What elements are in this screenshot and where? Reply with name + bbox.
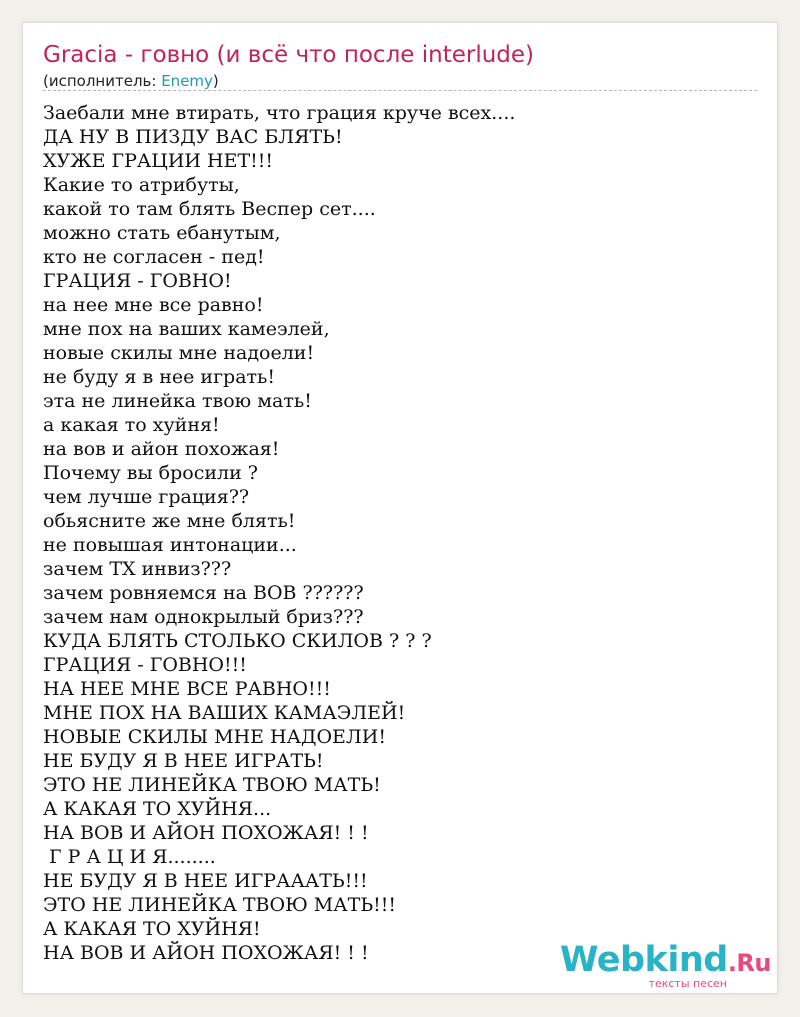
lyric-line: новые скилы мне надоели! — [43, 342, 315, 364]
lyric-line: НЕ БУДУ Я В НЕЕ ИГРАТЬ! — [43, 750, 324, 772]
lyric-line: НА ВОВ И АЙОН ПОХОЖАЯ! ! ! — [43, 822, 369, 844]
lyric-line: ГРАЦИЯ - ГОВНО! — [43, 270, 232, 292]
lyric-line: НА ВОВ И АЙОН ПОХОЖАЯ! ! ! — [43, 942, 369, 964]
lyric-line: КУДА БЛЯТЬ СТОЛЬКО СКИЛОВ ? ? ? — [43, 630, 432, 652]
lyric-line: Г Р А Ц И Я........ — [43, 846, 216, 868]
lyric-line: МНЕ ПОХ НА ВАШИХ КАМАЭЛЕЙ! — [43, 702, 406, 724]
song-title: Gracia - говно (и всё что после interlude) — [43, 42, 535, 68]
lyric-line: на вов и айон похожая! — [43, 438, 280, 460]
lyric-line: эта не линейка твою мать! — [43, 390, 312, 412]
lyric-line: можно стать ебанутым, — [43, 222, 281, 244]
lyric-line: зачем нам однокрылый бриз??? — [43, 606, 364, 628]
title-divider — [43, 90, 757, 91]
lyric-line: НОВЫЕ СКИЛЫ МНЕ НАДОЕЛИ! — [43, 726, 386, 748]
lyric-line: ЭТО НЕ ЛИНЕЙКА ТВОЮ МАТЬ! — [43, 774, 381, 796]
lyric-line: не буду я в нее играть! — [43, 366, 276, 388]
artist-line — [43, 72, 219, 90]
lyric-line: А КАКАЯ ТО ХУЙНЯ! — [43, 918, 261, 940]
lyric-line: не повышая интонации... — [43, 534, 297, 556]
lyric-line: мне пох на ваших камеэлей, — [43, 318, 330, 340]
lyric-line: кто не согласен - пед! — [43, 246, 265, 268]
lyric-line: ХУЖЕ ГРАЦИИ НЕТ!!! — [43, 150, 274, 172]
lyric-line: на нее мне все равно! — [43, 294, 264, 316]
logo-tld: .Ru — [727, 949, 771, 977]
logo-tagline: тексты песен — [648, 977, 727, 990]
lyric-line: обьясните же мне блять! — [43, 510, 296, 532]
lyric-line: ГРАЦИЯ - ГОВНО!!! — [43, 654, 247, 676]
artist-suffix: ) — [212, 72, 219, 90]
lyric-line: зачем ТХ инвиз??? — [43, 558, 232, 580]
lyric-line: а какая то хуйня! — [43, 414, 220, 436]
lyric-line: чем лучше грация?? — [43, 486, 250, 508]
lyric-line: ДА НУ В ПИЗДУ ВАС БЛЯТЬ! — [43, 126, 343, 148]
site-logo[interactable] — [560, 942, 771, 989]
lyric-line: НА НЕЕ МНЕ ВСЕ РАВНО!!! — [43, 678, 331, 700]
lyric-line: Почему вы бросили ? — [43, 462, 258, 484]
lyric-line: НЕ БУДУ Я В НЕЕ ИГРАААТЬ!!! — [43, 870, 368, 892]
lyric-line: А КАКАЯ ТО ХУЙНЯ... — [43, 798, 272, 820]
lyric-line: какой то там блять Веспер сет.... — [43, 198, 376, 220]
lyric-line: зачем ровняемся на ВОВ ?????? — [43, 582, 364, 604]
logo-name: Webkind — [559, 940, 728, 980]
artist-link[interactable]: Enemy — [161, 72, 213, 90]
lyrics-text — [43, 101, 515, 965]
lyric-line: Какие то атрибуты, — [43, 174, 240, 196]
artist-prefix: (исполнитель: — [43, 72, 162, 90]
lyric-line: ЭТО НЕ ЛИНЕЙКА ТВОЮ МАТЬ!!! — [43, 894, 397, 916]
lyrics-card — [22, 22, 778, 994]
lyric-line: Заебали мне втирать, что грация круче всех.... — [43, 102, 516, 124]
